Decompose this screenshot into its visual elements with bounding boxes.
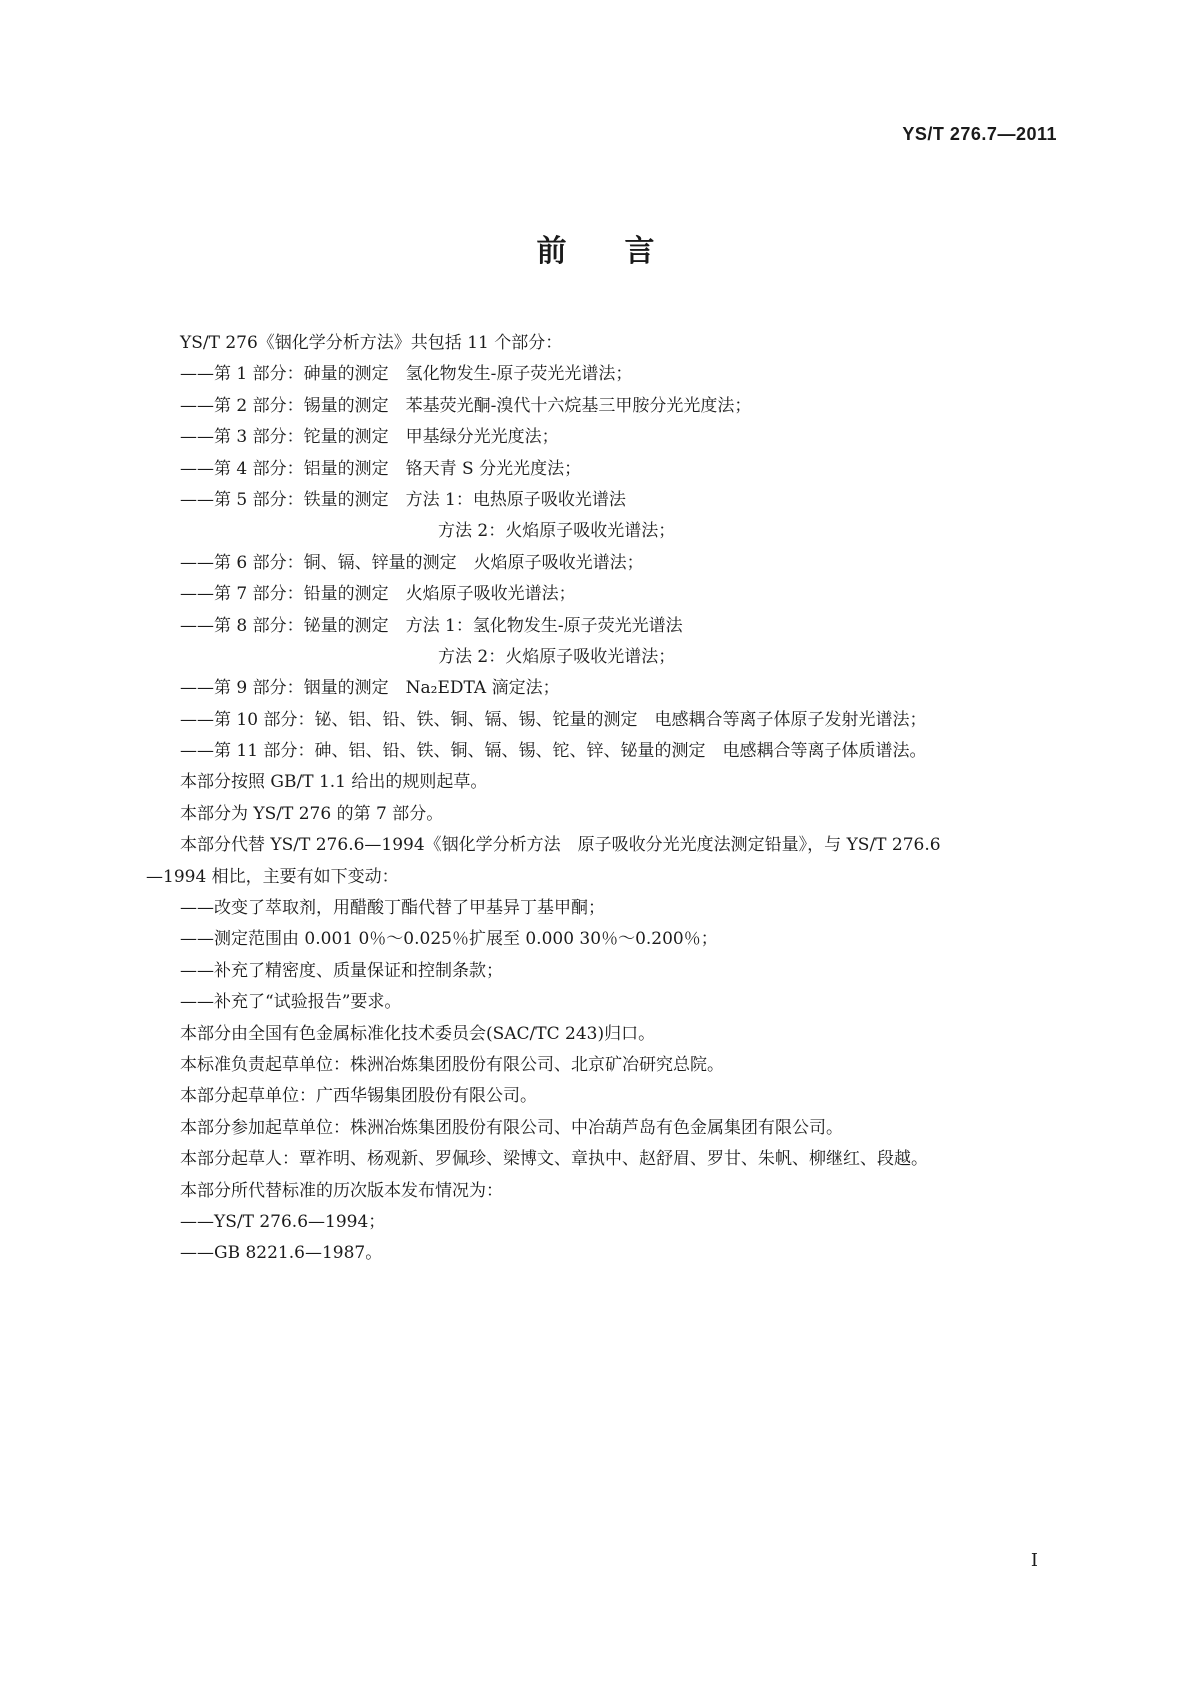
standard-number: YS/T 276.7—2011 (902, 124, 1057, 144)
list-item: ——补充了精密度、质量保证和控制条款； (180, 960, 503, 981)
paragraph: 本标准负责起草单位：株洲冶炼集团股份有限公司、北京矿冶研究总院。 (180, 1054, 724, 1075)
list-item-continuation: 方法 2：火焰原子吸收光谱法； (438, 521, 676, 542)
list-item: ——第 6 部分：铜、镉、锌量的测定 火焰原子吸收光谱法； (180, 552, 644, 573)
list-item: ——第 2 部分：锡量的测定 苯基荧光酮-溴代十六烷基三甲胺分光光度法； (180, 395, 752, 416)
paragraph: YS/T 276《铟化学分析方法》共包括 11 个部分： (180, 333, 563, 353)
list-item: ——第 5 部分：铁量的测定 方法 1：电热原子吸收光谱法 (180, 489, 626, 510)
list-item: ——GB 8221.6—1987。 (180, 1243, 383, 1264)
list-item: ——第 7 部分：铅量的测定 火焰原子吸收光谱法； (180, 584, 576, 605)
paragraph: 本部分参加起草单位：株洲冶炼集团股份有限公司、中冶葫芦岛有色金属集团有限公司。 (180, 1117, 843, 1138)
list-item-continuation: 方法 2：火焰原子吸收光谱法； (438, 646, 676, 667)
foreword-body (146, 328, 1070, 1270)
list-item: ——第 8 部分：铋量的测定 方法 1：氢化物发生-原子荧光光谱法 (180, 615, 683, 636)
page-number: I (1030, 1550, 1038, 1571)
page-title: 前言 (536, 234, 713, 269)
list-item: ——第 3 部分：铊量的测定 甲基绿分光光度法； (180, 427, 559, 448)
list-item: ——第 4 部分：铝量的测定 铬天青 S 分光光度法； (180, 458, 582, 479)
paragraph: 本部分按照 GB/T 1.1 给出的规则起草。 (180, 772, 488, 793)
list-item: ——测定范围由 0.001 0％～0.025％扩展至 0.000 30％～0.200％； (180, 929, 718, 950)
list-item: ——补充了“试验报告”要求。 (180, 992, 402, 1013)
paragraph: 本部分由全国有色金属标准化技术委员会(SAC/TC 243)归口。 (180, 1023, 656, 1044)
list-item: ——第 11 部分：砷、铝、铅、铁、铜、镉、锡、铊、锌、铋量的测定 电感耦合等离子体质谱法。 (180, 741, 927, 762)
list-item: ——第 10 部分：铋、铝、铅、铁、铜、镉、锡、铊量的测定 电感耦合等离子体原子发射光谱法； (180, 709, 927, 730)
list-item: ——YS/T 276.6—1994； (180, 1211, 386, 1232)
paragraph-continuation: —1994 相比，主要有如下变动： (146, 866, 399, 887)
list-item: ——第 1 部分：砷量的测定 氢化物发生-原子荧光光谱法； (180, 364, 633, 385)
paragraph: 本部分所代替标准的历次版本发布情况为： (180, 1180, 503, 1201)
paragraph: 本部分起草单位：广西华锡集团股份有限公司。 (180, 1086, 537, 1107)
paragraph: 本部分为 YS/T 276 的第 7 部分。 (180, 803, 444, 824)
paragraph: 本部分代替 YS/T 276.6—1994《铟化学分析方法 原子吸收分光光度法测定铅量》，与 YS/T 276.6 (180, 835, 941, 856)
paragraph: 本部分起草人：覃祚明、杨观新、罗佩珍、梁博文、章执中、赵舒眉、罗甘、朱帆、柳继红、段越。 (180, 1149, 928, 1170)
list-item: ——改变了萃取剂，用醋酸丁酯代替了甲基异丁基甲酮； (180, 898, 605, 919)
list-item: ——第 9 部分：铟量的测定 Na₂EDTA 滴定法； (180, 678, 560, 699)
